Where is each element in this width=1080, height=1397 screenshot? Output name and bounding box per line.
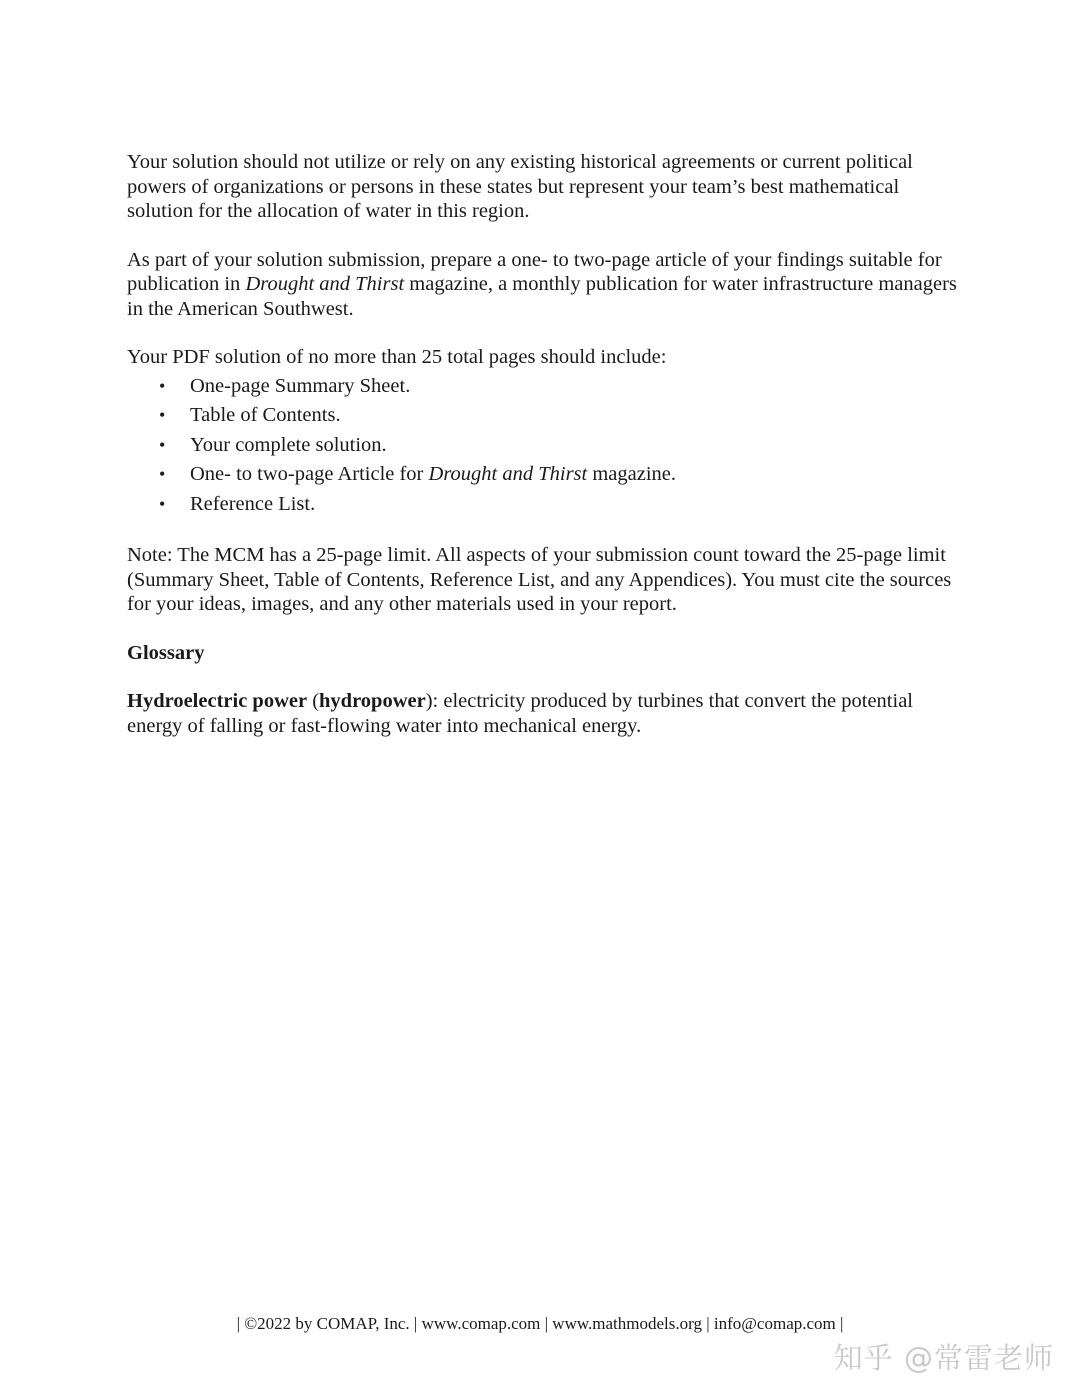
list-item xyxy=(127,460,957,490)
bullet-icon: • xyxy=(159,434,166,455)
page-footer: | ©2022 by COMAP, Inc. | www.comap.com | www.mathmodels.org | info@comap.com | xyxy=(236,1314,844,1333)
bullet-icon: • xyxy=(159,375,166,396)
list-item xyxy=(127,401,957,431)
glossary-alt-term: hydropower xyxy=(319,690,426,713)
list-item-text: Table of Contents. xyxy=(190,404,341,427)
document-body xyxy=(127,150,957,762)
list-item-text-start: One- to two-page Article for xyxy=(190,463,429,486)
bullet-icon: • xyxy=(159,464,166,485)
glossary-heading: Glossary xyxy=(127,641,205,664)
list-item xyxy=(127,431,957,461)
glossary-definition: : electricity produced by turbines that convert the potential energy of falling or fast-flowing water into mechanical energy. xyxy=(127,690,913,737)
paragraph-submission-contents: Your PDF solution of no more than 25 total pages should include: xyxy=(127,346,667,368)
magazine-title: Drought and Thirst xyxy=(428,463,588,486)
glossary-term: Hydroelectric power xyxy=(127,690,308,713)
submission-contents-list xyxy=(127,372,957,520)
list-item-text: Reference List. xyxy=(190,492,316,515)
paragraph-page-limit-note: Note: The MCM has a 25-page limit. All aspects of your submission count toward the 25-page limit (Summary Sheet, Table of Contents, Reference List, and any Appendices). You must cite the sources for your ideas, images, and any other materials used in your report. xyxy=(127,544,952,616)
list-item-text: Your complete solution. xyxy=(190,433,387,456)
list-item-text: One-page Summary Sheet. xyxy=(190,374,411,397)
list-item-text xyxy=(190,463,676,485)
list-item xyxy=(127,490,957,520)
list-item-text-end: magazine. xyxy=(587,463,677,486)
bullet-icon: • xyxy=(159,493,166,514)
glossary-close-paren: ) xyxy=(425,690,433,713)
bullet-icon: • xyxy=(159,405,166,426)
watermark: 知乎 @常雷老师 xyxy=(833,1341,1054,1375)
glossary-entry xyxy=(127,689,957,738)
paragraph-solution-guidance: Your solution should not utilize or rely on any existing historical agreements or current political powers of organizations or persons in these states but represent your team’s best mathematical solution for the allocation of water in this region. xyxy=(127,151,913,222)
list-item xyxy=(127,372,957,402)
glossary-open-paren: ( xyxy=(307,690,320,713)
paragraph-article-instructions xyxy=(127,248,957,322)
paragraph-text-end: magazine, a monthly publication for water infrastructure managers in the American Southwest. xyxy=(127,273,957,320)
paragraph-text-start: As part of your solution submission, prepare a one- to two-page article of your findings suitable for publication in xyxy=(127,248,942,295)
magazine-title: Drought and Thirst xyxy=(245,273,405,295)
